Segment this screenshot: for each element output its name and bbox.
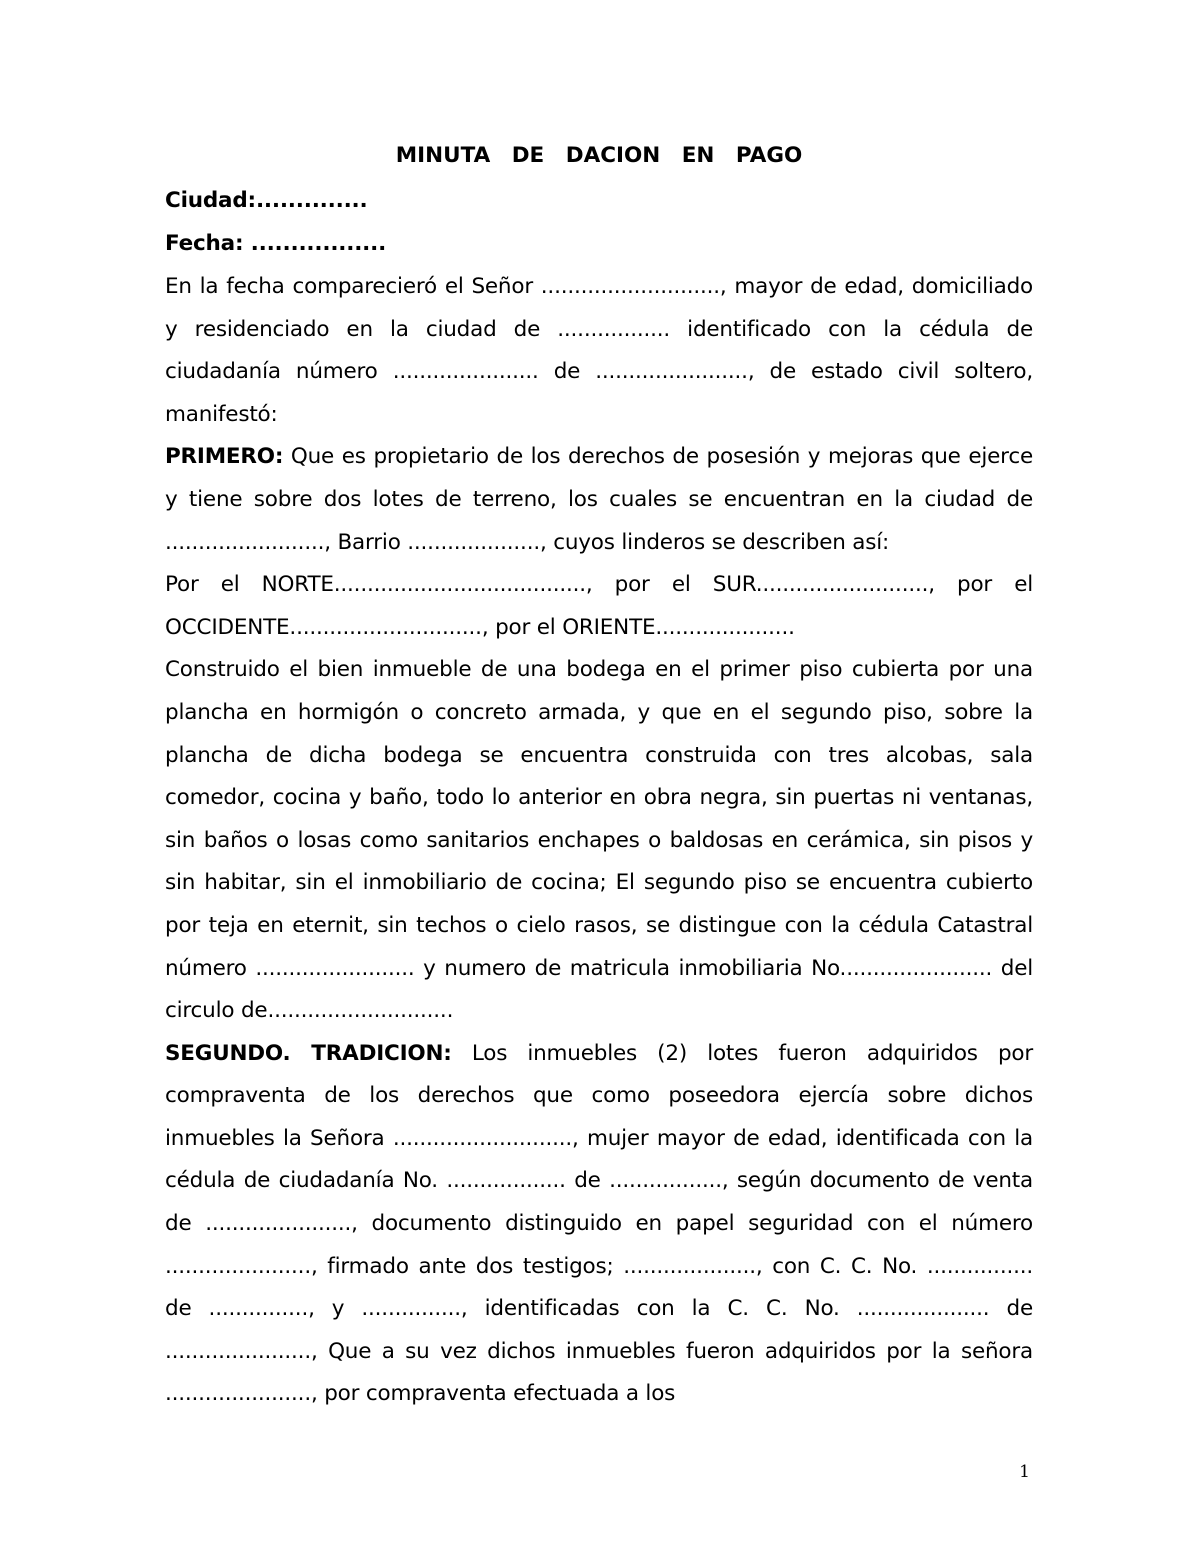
segundo-paragraph [165, 1033, 1033, 1416]
date-label: Fecha: ................. [165, 231, 387, 256]
primero-paragraph [165, 436, 1033, 564]
primero-heading: PRIMERO: [165, 444, 284, 470]
segundo-heading: SEGUNDO. TRADICION: [165, 1040, 452, 1066]
linderos-paragraph: Por el NORTE......................................, por el SUR.........................., por el OCCIDENTE............................., por el ORIENTE..................... [165, 572, 1033, 640]
intro-paragraph: En la fecha comparecieró el Señor ..........................., mayor de edad, domiciliado y residenciado en la ciudad de ................. identificado con la cédula de ciudadanía número ...................... de ......................., de estado civil soltero, manifestó: [165, 274, 1033, 427]
primero-text: Que es propietario de los derechos de posesión y mejoras que ejerce y tiene sobre dos lotes de terreno, los cuales se encuentran en la ciudad de ........................, Barrio ...................., cuyos linderos se describen así: [165, 444, 1033, 555]
document-title: MINUTA DE DACION EN PAGO [395, 143, 803, 168]
city-label: Ciudad:.............. [165, 188, 368, 213]
segundo-text: Los inmuebles (2) lotes fueron adquiridos por compraventa de los derechos que como poseedora ejercía sobre dichos inmuebles la Señora ..........................., mujer mayor de edad, identificada con la cédula de ciudadanía No. .................. de ................., según documento de venta de ......................, documento distinguido en papel seguridad con el número ......................, firmado ante dos testigos; ...................., con C. C. No. ................ de ..............., y ..............., identificadas con la C. C. No. .................... de ......................, Que a su vez dichos inmuebles fueron adquiridos por la señora ......................, por compraventa efectuada a los [165, 1040, 1033, 1407]
document-body [165, 138, 1033, 1416]
construido-paragraph: Construido el bien inmueble de una bodega en el primer piso cubierta por una plancha en hormigón o concreto armada, y que en el segundo piso, sobre la plancha de dicha bodega se encuentra construida con tres alcobas, sala comedor, cocina y baño, todo lo anterior en obra negra, sin puertas ni ventanas, sin baños o losas como sanitarios enchapes o baldosas en cerámica, sin pisos y sin habitar, sin el inmobiliario de cocina; El segundo piso se encuentra cubierto por teja en eternit, sin techos o cielo rasos, se distingue con la cédula Catastral número ........................ y numero de matricula inmobiliaria No....................... del circulo de............................ [165, 657, 1033, 1024]
page-number: 1 [1019, 1462, 1030, 1482]
